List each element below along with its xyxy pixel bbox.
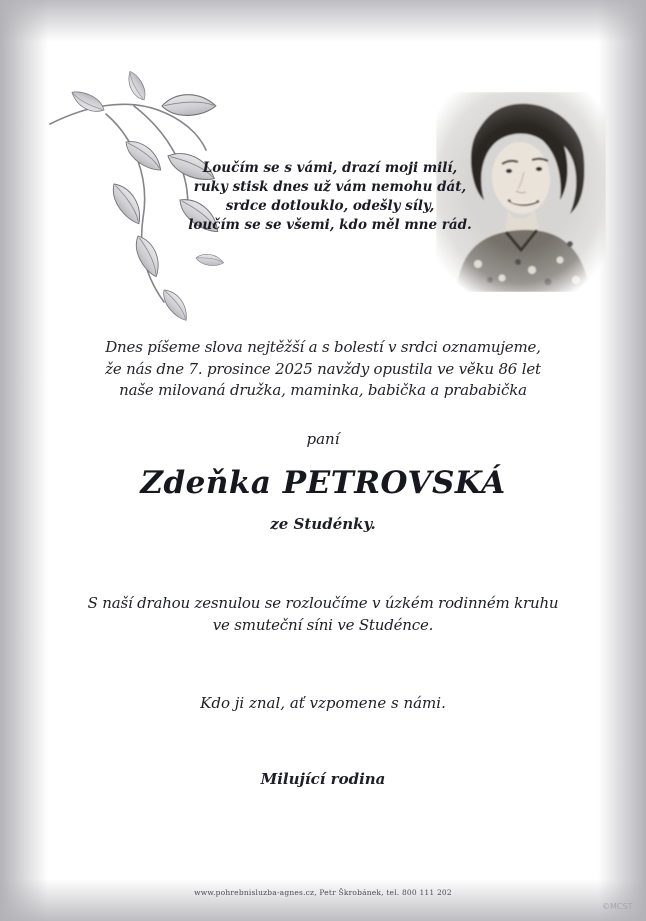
verse-line: srdce dotlouklo, odešly síly, [225, 198, 435, 214]
family-signature: Milující rodina [260, 770, 386, 788]
farewell-line: ve smuteční síni ve Studénce. [212, 615, 434, 634]
farewell-text [0, 593, 646, 636]
announcement-line: Dnes píšeme slova nejtěžší a s bolestí v srdci oznamujeme, [105, 338, 541, 356]
announcement-text [0, 337, 646, 402]
announcement-line: naše milovaná družka, maminka, babička a prababička [119, 381, 527, 399]
verse-line: Loučím se s vámi, drazí moji milí, [202, 160, 458, 176]
farewell-line: S naší drahou zesnulou se rozloučíme v úzkém rodinném kruhu [87, 594, 559, 612]
verse-line: ruky stisk dnes už vám nemohu dát, [193, 179, 467, 195]
verse-line: loučím se se všemi, kdo měl mne rád. [188, 217, 472, 233]
copyright-watermark: ©MCST [602, 902, 633, 911]
remembrance-text: Kdo ji znal, ať vzpomene s námi. [200, 694, 446, 712]
mourning-verse [165, 159, 495, 235]
deceased-origin: ze Studénky. [270, 515, 376, 533]
funeral-home-footer: www.pohrebnisluzba-agnes.cz, Petr Škrobánek, tel. 800 111 202 [194, 888, 452, 897]
deceased-name: Zdeňka PETROVSKÁ [140, 465, 506, 501]
salutation: paní [306, 430, 340, 448]
announcement-line: že nás dne 7. prosince 2025 navždy opustila ve věku 86 let [105, 359, 541, 378]
